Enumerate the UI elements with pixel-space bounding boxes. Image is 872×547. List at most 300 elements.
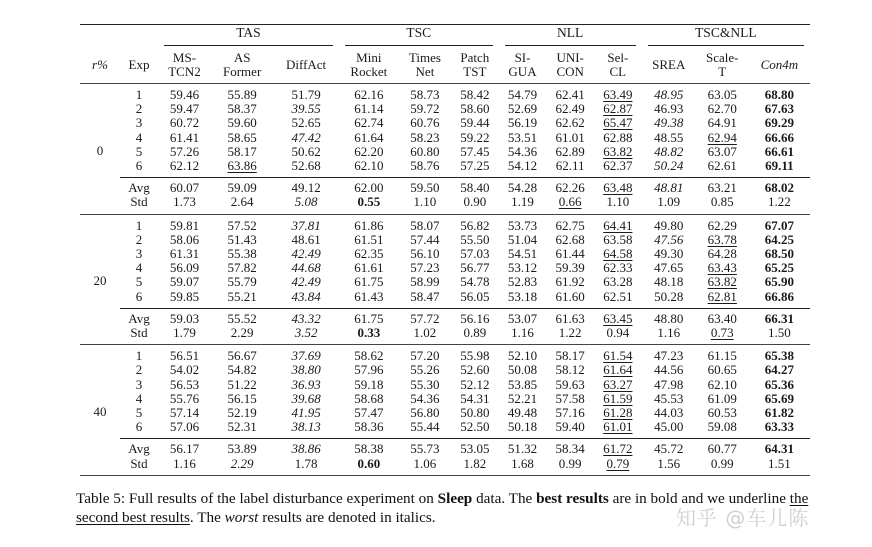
- table-cell: 55.73: [399, 439, 451, 457]
- table-cell: 61.28: [603, 405, 633, 421]
- table-cell: 59.40: [555, 419, 585, 435]
- table-cell: 62.33: [603, 260, 633, 276]
- table-cell: 54.36: [410, 390, 440, 406]
- table-cell: 6: [135, 158, 143, 174]
- table-cell: 0.89: [451, 326, 499, 345]
- table-cell: 44.56: [654, 362, 684, 378]
- table-row: [80, 420, 810, 439]
- table-cell: 49.30: [654, 246, 684, 262]
- table-cell: 65.38: [764, 348, 794, 364]
- header-spacer: [120, 25, 158, 48]
- table-cell: 56.05: [460, 288, 490, 304]
- table-row: [80, 84, 810, 103]
- table-cell: 47.98: [654, 376, 684, 392]
- table-cell: 60.76: [410, 115, 440, 131]
- table-cell: 49.80: [654, 217, 684, 233]
- table-row: [80, 261, 810, 275]
- table-cell: 68.02: [749, 178, 810, 196]
- table-cell: 5: [135, 405, 143, 421]
- table-cell: 59.85: [169, 288, 200, 304]
- table-cell: 63.27: [603, 376, 633, 392]
- table-cell: 2.29: [211, 326, 273, 345]
- table-cell: 58.07: [410, 217, 440, 233]
- table-cell: 48.61: [291, 231, 321, 247]
- table-cell: 62.49: [555, 101, 585, 117]
- table-cell: 0.66: [546, 195, 594, 214]
- table-cell: 59.63: [555, 376, 585, 392]
- table-cell: 67.63: [764, 101, 794, 117]
- table-cell: 60.77: [696, 439, 749, 457]
- table-cell: 3: [135, 115, 143, 131]
- table-cell: 55.38: [227, 246, 257, 262]
- group-header-nll: NLL: [499, 25, 642, 48]
- table-cell: 62.62: [555, 115, 585, 131]
- table-cell: 1.73: [158, 195, 211, 214]
- table-cell: 62.10: [707, 376, 737, 392]
- table-cell: Avg: [120, 308, 158, 326]
- table-cell: 63.28: [603, 274, 633, 290]
- table-cell: 61.01: [555, 129, 585, 145]
- table-cell: 59.44: [460, 115, 490, 131]
- table-cell: 61.61: [354, 260, 384, 276]
- header-spacer: [80, 25, 120, 48]
- table-cell: 62.41: [555, 87, 585, 102]
- table-cell: 53.12: [507, 260, 538, 276]
- summary-row-std: [80, 326, 810, 345]
- table-cell: 55.89: [227, 87, 257, 102]
- table-cell: 57.03: [460, 246, 490, 262]
- table-cell: 61.15: [707, 348, 737, 364]
- table-cell: 52.83: [507, 274, 538, 290]
- table-cell: 53.07: [499, 308, 547, 326]
- table-cell: 58.65: [227, 129, 257, 145]
- table-cell: 59.81: [169, 217, 200, 233]
- table-cell: 50.62: [291, 143, 321, 159]
- table-cell: 52.69: [507, 101, 538, 117]
- table-cell: 52.50: [460, 419, 490, 435]
- table-row: [80, 131, 810, 145]
- table-cell: 58.40: [451, 178, 499, 196]
- table-cell: 1.79: [158, 326, 211, 345]
- table-cell: 65.69: [764, 390, 794, 406]
- table-cell: 62.61: [707, 158, 737, 174]
- table-cell: 1.16: [642, 326, 696, 345]
- table-cell: 56.17: [158, 439, 211, 457]
- table-row: [80, 116, 810, 130]
- table-cell: 57.25: [460, 158, 490, 174]
- table-row: [80, 145, 810, 159]
- table-cell: 61.82: [764, 405, 794, 421]
- table-cell: 44.03: [654, 405, 684, 421]
- table-cell: 61.14: [354, 101, 384, 117]
- table-cell: 1.19: [499, 195, 547, 214]
- summary-row-std: [80, 457, 810, 476]
- table-cell: 59.47: [169, 101, 200, 117]
- table-cell: 0.33: [339, 326, 399, 345]
- table-cell: 57.26: [169, 143, 200, 159]
- table-cell: 55.26: [410, 362, 440, 378]
- column-header: Con4m: [749, 47, 810, 84]
- table-cell: 63.45: [594, 308, 642, 326]
- table-cell: 62.88: [603, 129, 633, 145]
- table-cell: 55.30: [410, 376, 440, 392]
- table-cell: Std: [120, 326, 158, 345]
- table-cell: 4: [135, 390, 143, 406]
- table-cell: 63.48: [594, 178, 642, 196]
- table-cell: 57.72: [399, 308, 451, 326]
- table-cell: 56.09: [169, 260, 200, 276]
- group-header-tas: TAS: [158, 25, 339, 48]
- table-cell: 50.18: [507, 419, 538, 435]
- column-header: Mini Rocket: [339, 47, 399, 84]
- table-cell: 1.50: [749, 326, 810, 345]
- table-cell: 62.81: [707, 288, 737, 304]
- table-cell: 42.49: [291, 246, 321, 262]
- table-cell: 50.24: [654, 158, 684, 174]
- table-cell: 55.21: [227, 288, 257, 304]
- table-cell: Avg: [120, 439, 158, 457]
- table-cell: 63.43: [707, 260, 737, 276]
- table-cell: 58.37: [227, 101, 257, 117]
- table-cell: 58.60: [460, 101, 490, 117]
- table-cell: 62.87: [603, 101, 633, 117]
- table-cell: 57.06: [169, 419, 200, 435]
- table-cell: 56.51: [169, 348, 200, 364]
- table-cell: 54.31: [460, 390, 490, 406]
- table-cell: 44.68: [291, 260, 321, 276]
- table-cell: 6: [135, 288, 143, 304]
- table-cell: 39.68: [291, 390, 321, 406]
- table-cell: 61.51: [354, 231, 384, 247]
- table-cell: 52.21: [507, 390, 538, 406]
- table-cell: 62.94: [707, 129, 737, 145]
- table-cell: 0.79: [594, 457, 642, 476]
- table-cell: 54.12: [507, 158, 538, 174]
- table-cell: 58.23: [410, 129, 440, 145]
- table-cell: 54.79: [507, 87, 538, 102]
- table-cell: 65.36: [764, 376, 794, 392]
- table-cell: 57.16: [555, 405, 585, 421]
- table-cell: 61.64: [603, 362, 633, 378]
- table-cell: 58.47: [410, 288, 440, 304]
- table-cell: 42.49: [291, 274, 321, 290]
- table-cell: 62.12: [169, 158, 200, 174]
- table-cell: 52.60: [460, 362, 490, 378]
- table-cell: Std: [120, 457, 158, 476]
- column-header: SREA: [642, 47, 696, 84]
- summary-row-std: [80, 195, 810, 214]
- table-cell: 62.11: [555, 158, 585, 174]
- table-cell: 58.06: [169, 231, 200, 247]
- table-body: [80, 84, 810, 476]
- table-cell: 55.98: [460, 348, 490, 364]
- table-cell: 55.79: [227, 274, 257, 290]
- table-cell: 51.22: [227, 376, 257, 392]
- table-cell: 63.49: [603, 87, 633, 102]
- table-cell: 51.04: [507, 231, 538, 247]
- table-cell: 60.72: [169, 115, 200, 131]
- table-cell: 2.29: [211, 457, 273, 476]
- table-cell: 59.72: [410, 101, 440, 117]
- table-cell: 59.39: [555, 260, 585, 276]
- table-row: [80, 159, 810, 178]
- table-cell: 54.82: [227, 362, 257, 378]
- table-cell: 59.07: [169, 274, 200, 290]
- table-cell: 39.55: [291, 101, 321, 117]
- table-cell: 59.03: [158, 308, 211, 326]
- table-cell: 1.16: [499, 326, 547, 345]
- table-cell: 56.67: [227, 348, 257, 364]
- table-cell: 38.13: [291, 419, 321, 435]
- table-cell: 48.55: [654, 129, 684, 145]
- table-cell: 61.75: [354, 274, 384, 290]
- table-cell: 62.37: [603, 158, 633, 174]
- table-cell: 47.56: [654, 231, 684, 247]
- table-cell: 1.22: [749, 195, 810, 214]
- table-cell: 1.22: [546, 326, 594, 345]
- table-cell: 0.94: [594, 326, 642, 345]
- summary-row-avg: [80, 308, 810, 326]
- results-table-container: [80, 24, 810, 476]
- table-cell: 63.33: [764, 419, 794, 435]
- table-cell: 56.80: [410, 405, 440, 421]
- table-cell: 62.35: [354, 246, 384, 262]
- table-cell: 3: [135, 376, 143, 392]
- table-cell: 48.82: [654, 143, 684, 159]
- table-cell: 62.68: [555, 231, 585, 247]
- table-cell: 52.12: [460, 376, 490, 392]
- table-row: [80, 275, 810, 289]
- table-cell: 54.51: [507, 246, 538, 262]
- table-cell: 57.82: [227, 260, 257, 276]
- table-cell: 0.55: [339, 195, 399, 214]
- table-cell: 48.80: [642, 308, 696, 326]
- table-cell: 36.93: [291, 376, 321, 392]
- table-cell: 50.28: [654, 288, 684, 304]
- table-cell: 61.01: [603, 419, 633, 435]
- table-cell: 60.53: [707, 405, 737, 421]
- table-cell: 62.74: [354, 115, 384, 131]
- table-cell: 66.31: [749, 308, 810, 326]
- table-cell: 2.64: [211, 195, 273, 214]
- column-header-row: [80, 47, 810, 84]
- table-cell: 48.18: [654, 274, 684, 290]
- table-cell: 47.42: [291, 129, 321, 145]
- table-cell: 62.70: [707, 101, 737, 117]
- table-cell: Avg: [120, 178, 158, 196]
- table-cell: 47.23: [654, 348, 684, 364]
- table-cell: 55.50: [460, 231, 490, 247]
- table-cell: 3.52: [273, 326, 339, 345]
- table-cell: 68.80: [764, 87, 794, 102]
- table-cell: 59.60: [227, 115, 257, 131]
- table-row: [80, 363, 810, 377]
- table-cell: 53.51: [507, 129, 538, 145]
- table-caption: Table 5: Full results of the label disturbance experiment on Sleep data. The best results are in bold and we underline the second best results. The worst results are denoted in italics.: [76, 490, 809, 526]
- table-cell: 64.27: [764, 362, 794, 378]
- table-cell: 47.65: [654, 260, 684, 276]
- table-cell: 62.75: [555, 217, 585, 233]
- table-cell: 41.95: [291, 405, 321, 421]
- table-cell: 45.53: [654, 390, 684, 406]
- table-cell: 56.77: [460, 260, 490, 276]
- table-cell: 2: [135, 362, 143, 378]
- table-cell: 1.10: [594, 195, 642, 214]
- table-cell: 58.38: [339, 439, 399, 457]
- table-cell: 59.09: [211, 178, 273, 196]
- table-cell: 56.53: [169, 376, 200, 392]
- table-cell: 0.60: [339, 457, 399, 476]
- table-cell: 48.81: [642, 178, 696, 196]
- table-cell: 58.73: [410, 87, 440, 102]
- table-cell: 57.96: [354, 362, 384, 378]
- table-cell: 58.62: [354, 348, 384, 364]
- table-cell: 49.48: [507, 405, 538, 421]
- table-cell: 58.34: [546, 439, 594, 457]
- table-cell: 0.85: [696, 195, 749, 214]
- table-cell: 38.86: [273, 439, 339, 457]
- table-cell: 62.26: [546, 178, 594, 196]
- table-cell: 1.78: [273, 457, 339, 476]
- noise-rate-cell: 0: [80, 84, 120, 215]
- table-cell: 57.14: [169, 405, 200, 421]
- group-header-row: [80, 25, 810, 48]
- table-cell: 63.58: [603, 231, 633, 247]
- table-cell: 61.09: [707, 390, 737, 406]
- table-cell: 50.80: [460, 405, 490, 421]
- table-cell: 57.58: [555, 390, 585, 406]
- table-cell: 63.82: [603, 143, 633, 159]
- table-row: [80, 290, 810, 309]
- table-cell: 59.08: [707, 419, 737, 435]
- summary-row-avg: [80, 178, 810, 196]
- table-cell: 61.63: [546, 308, 594, 326]
- table-cell: 58.12: [555, 362, 585, 378]
- table-cell: 65.25: [764, 260, 794, 276]
- table-cell: 55.44: [410, 419, 440, 435]
- table-cell: 1: [135, 87, 143, 102]
- table-cell: 66.61: [764, 143, 794, 159]
- table-cell: 4: [135, 129, 143, 145]
- header-exp: Exp: [120, 47, 158, 84]
- table-cell: 53.05: [451, 439, 499, 457]
- table-cell: 52.31: [227, 419, 257, 435]
- column-header: Scale- T: [696, 47, 749, 84]
- table-cell: 5: [135, 143, 143, 159]
- table-cell: 4: [135, 260, 143, 276]
- table-cell: 61.86: [354, 217, 384, 233]
- column-header: MS- TCN2: [158, 47, 211, 84]
- worst-results-legend: worst: [224, 509, 259, 526]
- table-cell: 68.50: [764, 246, 794, 262]
- table-cell: 61.41: [169, 129, 200, 145]
- column-header: SI- GUA: [499, 47, 547, 84]
- table-cell: 0.90: [451, 195, 499, 214]
- table-cell: 52.65: [291, 115, 321, 131]
- column-header: DiffAct: [273, 47, 339, 84]
- table-cell: 59.22: [460, 129, 490, 145]
- table-cell: 61.54: [603, 348, 633, 364]
- table-cell: 43.32: [273, 308, 339, 326]
- table-cell: 54.36: [507, 143, 538, 159]
- table-cell: 55.76: [169, 390, 200, 406]
- table-row: [80, 214, 810, 233]
- table-cell: 63.82: [707, 274, 737, 290]
- watermark: 知乎 @车儿陈: [676, 506, 810, 530]
- table-cell: 64.28: [707, 246, 737, 262]
- table-cell: 52.68: [291, 158, 321, 174]
- table-cell: 43.84: [291, 288, 321, 304]
- table-cell: 58.36: [354, 419, 384, 435]
- table-cell: 49.12: [273, 178, 339, 196]
- table-cell: 51.79: [291, 87, 321, 102]
- table-cell: 69.29: [764, 115, 794, 131]
- column-header: Patch TST: [451, 47, 499, 84]
- table-cell: 61.31: [169, 246, 200, 262]
- summary-row-avg: [80, 439, 810, 457]
- table-cell: 59.18: [354, 376, 384, 392]
- table-cell: 52.19: [227, 405, 257, 421]
- table-cell: 67.07: [764, 217, 794, 233]
- group-header-tsc-nll: TSC&NLL: [642, 25, 810, 48]
- table-cell: 46.93: [654, 101, 684, 117]
- table-row: [80, 345, 810, 364]
- table-cell: 58.99: [410, 274, 440, 290]
- table-cell: 58.17: [227, 143, 257, 159]
- table-cell: 62.20: [354, 143, 384, 159]
- table-cell: 51.32: [499, 439, 547, 457]
- table-cell: 65.47: [603, 115, 633, 131]
- table-cell: 61.72: [594, 439, 642, 457]
- table-cell: 54.78: [460, 274, 490, 290]
- table-cell: 6: [135, 419, 143, 435]
- table-cell: 63.21: [696, 178, 749, 196]
- table-cell: 61.60: [555, 288, 585, 304]
- table-cell: 60.65: [707, 362, 737, 378]
- table-cell: 1.51: [749, 457, 810, 476]
- table-cell: 0.99: [696, 457, 749, 476]
- table-cell: 45.72: [642, 439, 696, 457]
- table-cell: 52.10: [507, 348, 538, 364]
- table-cell: 64.58: [603, 246, 633, 262]
- table-cell: 61.75: [339, 308, 399, 326]
- table-cell: 53.18: [507, 288, 538, 304]
- noise-rate-cell: 20: [80, 214, 120, 345]
- table-cell: 57.45: [460, 143, 490, 159]
- table-cell: 53.85: [507, 376, 538, 392]
- table-cell: 56.82: [460, 217, 490, 233]
- table-cell: 49.38: [654, 115, 684, 131]
- table-cell: 45.00: [654, 419, 684, 435]
- table-cell: 51.43: [227, 231, 257, 247]
- table-cell: 54.28: [499, 178, 547, 196]
- table-cell: 63.86: [227, 158, 257, 174]
- table-cell: 1.02: [399, 326, 451, 345]
- table-row: [80, 233, 810, 247]
- table-cell: 59.50: [399, 178, 451, 196]
- table-cell: 61.64: [354, 129, 384, 145]
- table-cell: 60.07: [158, 178, 211, 196]
- table-cell: 62.16: [354, 87, 384, 102]
- table-cell: 1.10: [399, 195, 451, 214]
- table-cell: 62.89: [555, 143, 585, 159]
- table-cell: 64.31: [749, 439, 810, 457]
- table-cell: 57.20: [410, 348, 440, 364]
- table-cell: 56.15: [227, 390, 257, 406]
- table-row: [80, 102, 810, 116]
- table-cell: 62.10: [354, 158, 384, 174]
- table-cell: 37.81: [291, 217, 321, 233]
